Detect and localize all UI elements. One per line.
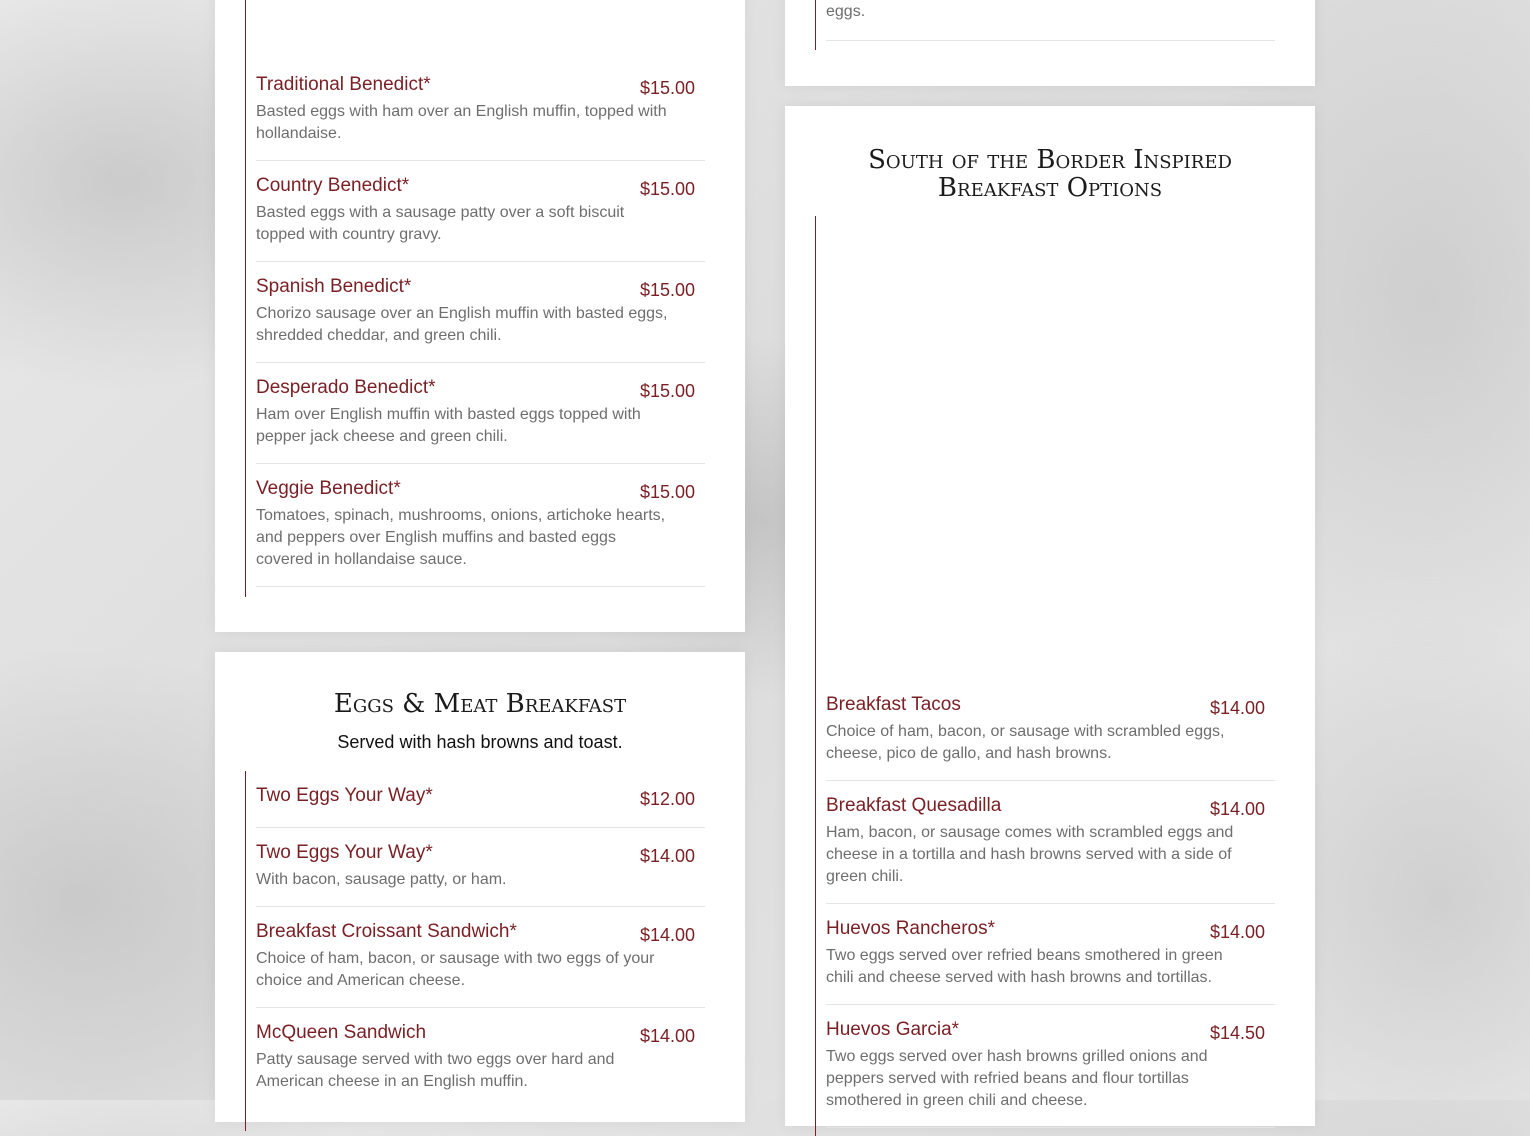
item-name: Veggie Benedict* <box>256 478 401 499</box>
menu-item <box>826 694 1275 781</box>
menu-item <box>256 74 705 161</box>
item-name: Two Eggs Your Way* <box>256 785 433 806</box>
menu-item <box>256 377 705 464</box>
item-name: McQueen Sandwich <box>256 1022 427 1043</box>
menu-item <box>256 1022 705 1108</box>
accent-line <box>245 771 246 1131</box>
item-name: Spanish Benedict* <box>256 276 412 297</box>
item-description: Basted eggs with a sausage patty over a soft biscuit topped with country gravy. <box>256 204 625 243</box>
item-description: Chorizo sausage over an English muffin with basted eggs, shredded cheddar, and green chili. <box>256 305 668 344</box>
item-description: eggs. <box>826 3 866 20</box>
item-description: Ham, bacon, or sausage comes with scrambled eggs and cheese in a tortilla and hash browns served with a side of green chili. <box>826 824 1234 885</box>
item-price: $14.00 <box>639 846 695 866</box>
menu-item <box>256 478 705 587</box>
item-description: Basted eggs with ham over an English muffin, topped with hollandaise. <box>256 103 667 142</box>
benedicts-card <box>215 0 745 632</box>
item-name: Country Benedict* <box>256 175 410 196</box>
item-description: Patty sausage served with two eggs over hard and American cheese in an English muffin. <box>256 1051 615 1090</box>
item-price: $15.00 <box>639 381 695 401</box>
item-price: $15.00 <box>639 78 695 98</box>
accent-line <box>245 0 246 597</box>
menu-item <box>256 175 705 262</box>
item-name: Desperado Benedict* <box>256 377 436 398</box>
divider <box>826 40 1275 41</box>
item-name: Huevos Rancheros* <box>826 918 995 939</box>
south-of-border-card <box>785 106 1315 1126</box>
item-price: $14.00 <box>1209 799 1265 819</box>
item-description: Choice of ham, bacon, or sausage with two eggs of your choice and American cheese. <box>256 950 655 989</box>
menu-item <box>256 276 705 363</box>
menu-item <box>256 921 705 1008</box>
menu-item <box>826 795 1275 904</box>
item-name: Breakfast Tacos <box>826 694 961 715</box>
item-price: $14.00 <box>639 1026 695 1046</box>
accent-line <box>815 0 816 50</box>
item-description: With bacon, sausage patty, or ham. <box>256 871 507 888</box>
menu-item <box>826 918 1275 1005</box>
item-description: Choice of ham, bacon, or sausage with scrambled eggs, cheese, pico de gallo, and hash browns. <box>826 723 1225 762</box>
item-description: Two eggs served over hash browns grilled onions and peppers served with refried beans and flour tortillas smothered in green chili and cheese. <box>826 1048 1208 1109</box>
item-price: $12.00 <box>639 789 695 809</box>
item-price: $15.00 <box>639 482 695 502</box>
section-subtitle: Served with hash browns and toast. <box>337 732 623 752</box>
item-description: Two eggs served over refried beans smothered in green chili and cheese served with hash browns and tortillas. <box>826 947 1223 986</box>
item-description: Ham over English muffin with basted eggs topped with pepper jack cheese and green chili. <box>256 406 641 445</box>
previous-section-card <box>785 0 1315 86</box>
item-name: Traditional Benedict* <box>256 74 431 95</box>
item-name: Two Eggs Your Way* <box>256 842 433 863</box>
menu-item <box>256 842 705 907</box>
item-name: Breakfast Croissant Sandwich* <box>256 921 517 942</box>
item-price: $14.00 <box>639 925 695 945</box>
item-name: Breakfast Quesadilla <box>826 795 1002 816</box>
item-price: $14.00 <box>1209 698 1265 718</box>
section-title: South of the Border Inspired Breakfast Options <box>868 145 1232 203</box>
item-price: $14.00 <box>1209 922 1265 942</box>
section-title: Eggs & Meat Breakfast <box>333 689 627 719</box>
item-price: $15.00 <box>639 179 695 199</box>
item-price: $14.50 <box>1209 1023 1265 1043</box>
eggs-meat-card <box>215 652 745 1122</box>
item-description: Tomatoes, spinach, mushrooms, onions, artichoke hearts, and peppers over English muffins and basted eggs covered in hollandaise sauce. <box>256 507 666 568</box>
accent-line <box>815 216 816 1136</box>
menu-item <box>826 1019 1275 1128</box>
menu-item <box>256 785 705 828</box>
item-name: Huevos Garcia* <box>826 1019 960 1040</box>
item-price: $15.00 <box>639 280 695 300</box>
